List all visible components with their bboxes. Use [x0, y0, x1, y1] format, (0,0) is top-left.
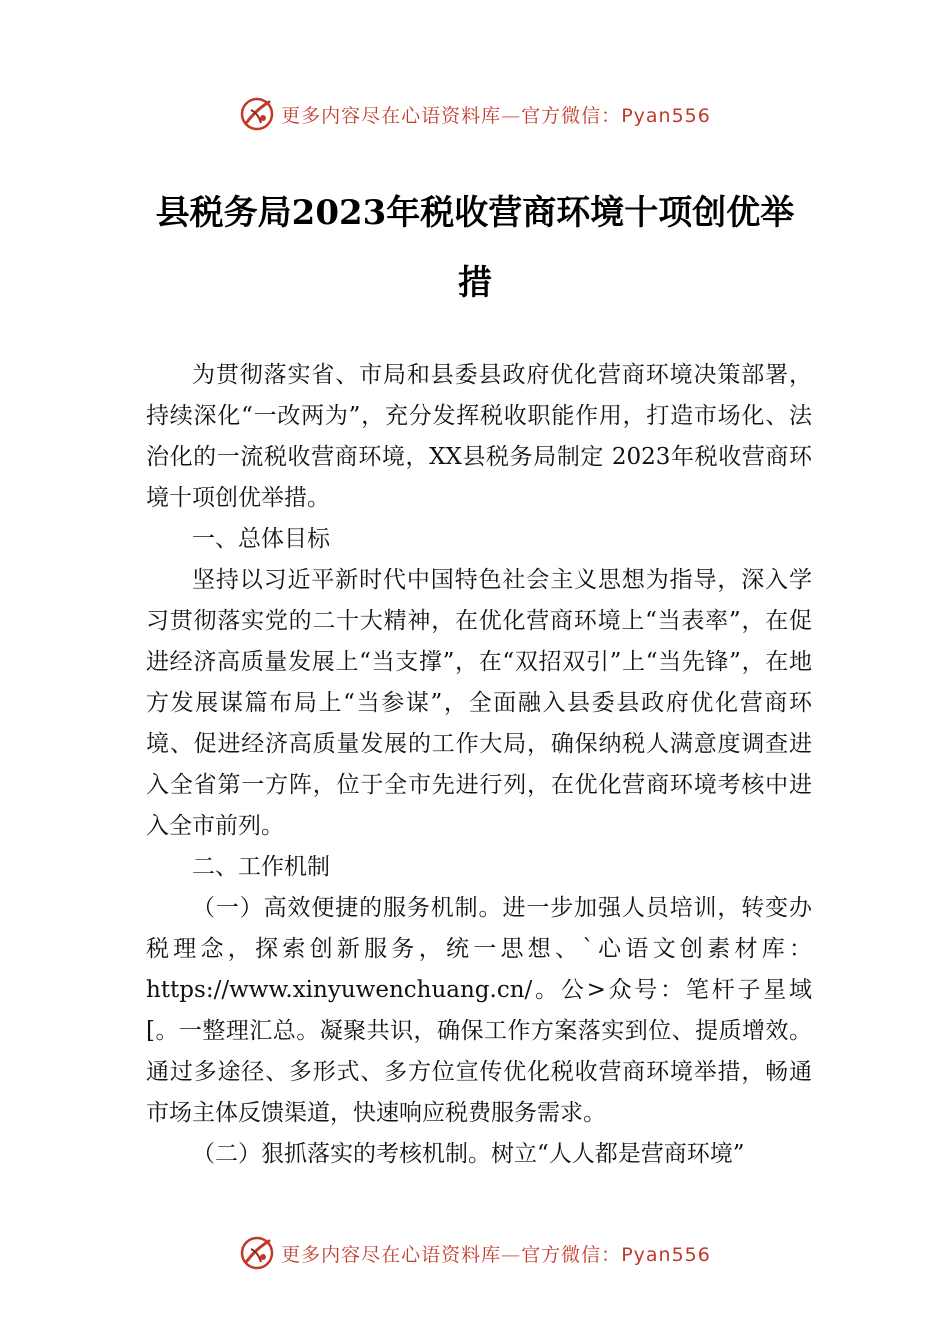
header-banner [0, 94, 950, 134]
banner-wx-id: Pyan556 [621, 104, 711, 127]
section-heading-1: 一、总体目标 [192, 526, 330, 552]
paragraph-goals: 坚持以习近平新时代中国特色社会主义思想为指导，深入学习贯彻落实党的二十大精神，在优化营商环境上“当表率”，在促进经济高质量发展上“当支撑”，在“双招双引”上“当先锋”，在地方发展谋篇布局上“当参谋”，全面融入县委县政府优化营商环境、促进经济高质量发展的工作大局，确保纳税人满意度调查进入全省第一方阵，位于全市先进行列，在优化营商环境考核中进入全市前列。 [146, 567, 812, 839]
banner-wx-id: Pyan556 [621, 1243, 711, 1266]
brand-logo-icon [239, 1235, 275, 1271]
document-title [140, 178, 810, 318]
brand-logo-icon [239, 96, 275, 132]
banner-wx-label: 官方微信： [521, 104, 622, 127]
paragraph-mechanism-2: （二）狠抓落实的考核机制。树立“人人都是营商环境” [192, 1141, 745, 1167]
document-body [146, 355, 812, 1175]
title-line-2: 措 [458, 263, 492, 303]
footer-banner [0, 1233, 950, 1273]
section-heading-2: 二、工作机制 [192, 854, 330, 880]
paragraph-intro: 为贯彻落实省、市局和县委县政府优化营商环境决策部署，持续深化“一改两为”，充分发挥税收职能作用，打造市场化、法治化的一流税收营商环境，XX县税务局制定 2023年税收营商环境十项创优举措。 [146, 362, 812, 511]
banner-main-text: 更多内容尽在心语资料库 [281, 1243, 502, 1266]
paragraph-mechanism-1: （一）高效便捷的服务机制。进一步加强人员培训，转变办税理念，探索创新服务，统一思想、`心语文创素材库：https://www.xinyuwenchuang.cn/。公>众号：笔杆子星域[。一整理汇总。凝聚共识，确保工作方案落实到位、提质增效。通过多途径、多形式、多方位宣传优化税收营商环境举措，畅通市场主体反馈渠道，快速响应税费服务需求。 [146, 895, 812, 1126]
banner-text [281, 101, 711, 128]
banner-separator: — [501, 104, 522, 127]
banner-main-text: 更多内容尽在心语资料库 [281, 104, 502, 127]
banner-wx-label: 官方微信： [521, 1243, 622, 1266]
title-line-1: 县税务局2023年税收营商环境十项创优举 [155, 193, 795, 233]
banner-separator: — [501, 1243, 522, 1266]
banner-text [281, 1240, 711, 1267]
